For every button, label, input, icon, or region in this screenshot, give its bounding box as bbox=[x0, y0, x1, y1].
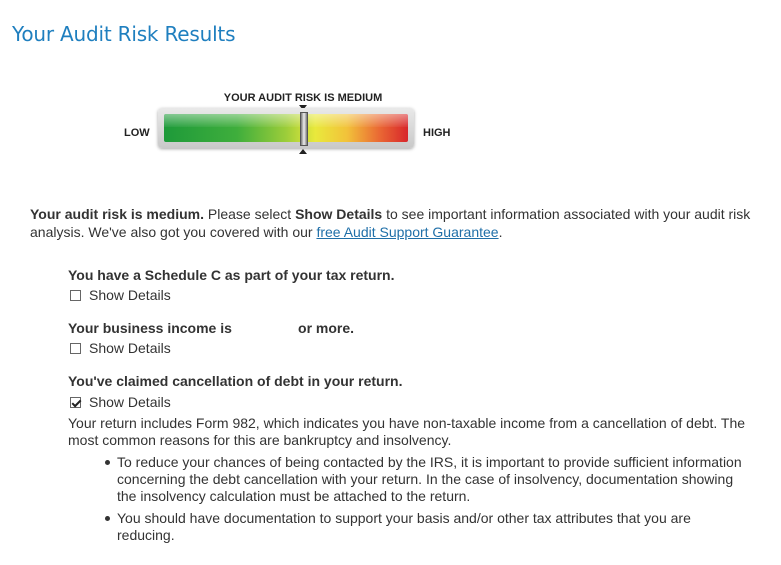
schedule-c-title: You have a Schedule C as part of your tax return. bbox=[68, 267, 395, 283]
business-income-show-details[interactable] bbox=[70, 340, 171, 356]
debt-cancellation-bullets bbox=[104, 454, 744, 549]
page-title: Your Audit Risk Results bbox=[12, 22, 236, 46]
summary-text-b: to see important information associated with your audit risk analysis. We've also got you covered with our bbox=[30, 206, 751, 240]
debt-cancellation-title: You've claimed cancellation of debt in your return. bbox=[68, 373, 403, 389]
meter-gradient-bar bbox=[164, 114, 408, 142]
business-income-checkbox[interactable] bbox=[70, 343, 81, 354]
meter-needle-icon bbox=[300, 112, 308, 146]
debt-cancellation-detail: Your return includes Form 982, which indicates you have non-taxable income from a cancellation of debt. The most common reasons for this are bankruptcy and insolvency. bbox=[68, 415, 746, 448]
meter-frame bbox=[158, 108, 414, 148]
meter-marker-bottom-icon bbox=[299, 149, 307, 154]
meter-caption: YOUR AUDIT RISK IS MEDIUM bbox=[223, 92, 383, 104]
summary-text-a: Please select bbox=[204, 206, 296, 222]
risk-summary bbox=[30, 205, 778, 241]
summary-text-c: . bbox=[498, 224, 503, 240]
meter-low-label: LOW bbox=[124, 127, 150, 139]
meter-high-label: HIGH bbox=[423, 127, 451, 139]
business-income-checkbox-label[interactable]: Show Details bbox=[89, 340, 171, 356]
summary-lead: Your audit risk is medium. bbox=[30, 206, 205, 222]
debt-cancellation-show-details[interactable] bbox=[70, 394, 171, 410]
schedule-c-checkbox[interactable] bbox=[70, 290, 81, 301]
meter-gloss bbox=[164, 114, 408, 127]
business-income-title: Your business income is or more. bbox=[68, 320, 355, 336]
debt-cancellation-checkbox[interactable] bbox=[70, 397, 81, 408]
bullet-item: You should have documentation to support your basis and/or other tax attributes that you are reducing. bbox=[104, 510, 744, 544]
schedule-c-show-details[interactable] bbox=[70, 287, 171, 303]
summary-show-details: Show Details bbox=[295, 206, 383, 222]
debt-cancellation-checkbox-label[interactable]: Show Details bbox=[89, 394, 171, 410]
bullet-item: To reduce your chances of being contacted by the IRS, it is important to provide sufficient information concerning the debt cancellation with your return. In the case of insolvency, documentation showing the insolvency calculation must be attached to the return. bbox=[104, 454, 744, 505]
audit-support-guarantee-link[interactable]: free Audit Support Guarantee bbox=[316, 224, 499, 240]
schedule-c-checkbox-label[interactable]: Show Details bbox=[89, 287, 171, 303]
